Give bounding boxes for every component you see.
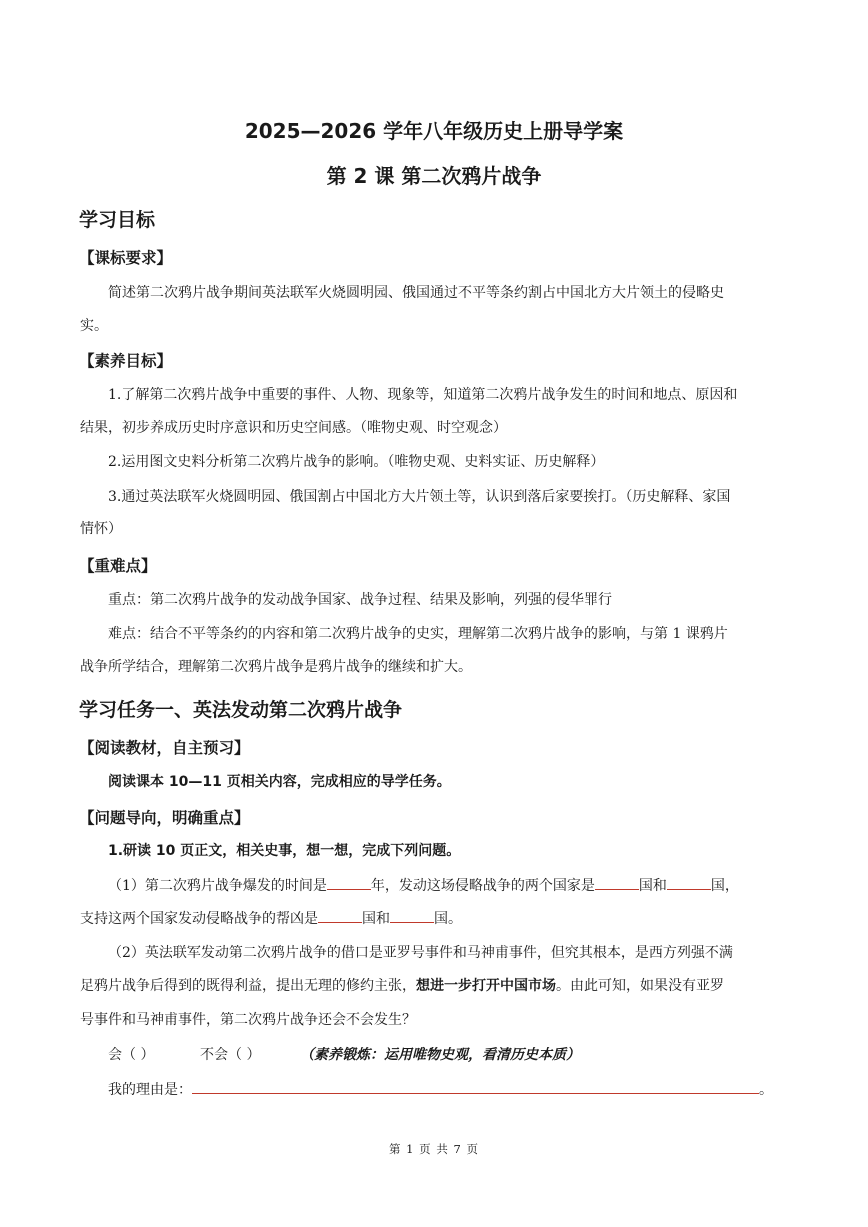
difficult-point-line1: 难点：结合不平等条约的内容和第二次鸦片战争的史实，理解第二次鸦片战争的影响，与第 1 课鸦片 bbox=[108, 626, 728, 642]
answer-blank-accomplice1[interactable] bbox=[318, 908, 362, 923]
question-intro: 1.研读 10 页正文，相关史事，想一想，完成下列问题。 bbox=[108, 843, 461, 859]
question1-text-f: 国和 bbox=[362, 911, 390, 927]
question1-text-d: 国， bbox=[710, 878, 739, 894]
questions-heading: 【问题导向，明确重点】 bbox=[79, 809, 250, 827]
question1-text-g: 国。 bbox=[434, 911, 462, 927]
question2-line1: （2）英法联军发动第二次鸦片战争的借口是亚罗号事件和马神甫事件，但究其根本，是西方列强不满 bbox=[108, 945, 733, 961]
question1-text-e: 支持这两个国家发动侵略战争的帮凶是 bbox=[80, 911, 318, 927]
question2-text-a: 足鸦片战争后得到的既得利益，提出无理的修约主张， bbox=[80, 978, 416, 994]
answer-blank-country1[interactable] bbox=[595, 875, 639, 890]
key-points-heading: 【重难点】 bbox=[79, 557, 157, 575]
question1-line1 bbox=[108, 875, 739, 896]
reading-heading: 【阅读教材，自主预习】 bbox=[79, 739, 250, 757]
question1-text-c: 国和 bbox=[638, 878, 667, 894]
question2-line3: 号事件和马神甫事件，第二次鸦片战争还会不会发生？ bbox=[80, 1012, 416, 1028]
literacy-item2: 2.运用图文史料分析第二次鸦片战争的影响。（唯物史观、史料实证、历史解释） bbox=[108, 454, 605, 470]
literacy-heading: 【素养目标】 bbox=[79, 352, 173, 370]
section-heading-task1: 学习任务一、英法发动第二次鸦片战争 bbox=[79, 699, 403, 721]
literacy-item3-line1: 3.通过英法联军火烧圆明园、俄国割占中国北方大片领土等，认识到落后家要挨打。（历史解释、家国 bbox=[108, 489, 731, 505]
curriculum-heading: 【课标要求】 bbox=[79, 249, 173, 267]
document-title: 2025—2026 学年八年级历史上册导学案 bbox=[244, 119, 624, 143]
question1-line2 bbox=[80, 908, 462, 929]
question2-emphasis: 想进一步打开中国市场 bbox=[416, 978, 556, 994]
section-heading-goals: 学习目标 bbox=[79, 209, 156, 231]
lesson-title: 第 2 课 第二次鸦片战争 bbox=[326, 164, 542, 188]
literacy-tip: （素养锻炼：运用唯物史观，看清历史本质） bbox=[300, 1047, 580, 1063]
question2-line2 bbox=[80, 976, 724, 996]
reason-end: 。 bbox=[759, 1082, 773, 1098]
page-footer: 第 1 页 共 7 页 bbox=[389, 1142, 479, 1156]
reason-answer-blank[interactable] bbox=[192, 1079, 759, 1094]
question1-text-a: （1）第二次鸦片战争爆发的时间是 bbox=[108, 878, 327, 894]
question2-text-b: 。由此可知，如果没有亚罗 bbox=[556, 978, 724, 994]
literacy-item1-line2: 结果，初步养成历史时序意识和历史空间感。（唯物史观、时空观念） bbox=[80, 420, 507, 436]
answer-blank-year[interactable] bbox=[327, 875, 371, 890]
answer-blank-accomplice2[interactable] bbox=[390, 908, 434, 923]
key-point-text: 重点：第二次鸦片战争的发动战争国家、战争过程、结果及影响，列强的侵华罪行 bbox=[108, 592, 612, 608]
curriculum-text-line1: 简述第二次鸦片战争期间英法联军火烧圆明园、俄国通过不平等条约割占中国北方大片领土的侵略史 bbox=[108, 285, 724, 301]
literacy-item3-line2: 情怀） bbox=[80, 521, 122, 537]
option-no[interactable]: 不会（ ） bbox=[200, 1047, 261, 1063]
curriculum-text-line2: 实。 bbox=[80, 318, 108, 334]
question1-text-b: 年，发动这场侵略战争的两个国家是 bbox=[370, 878, 595, 894]
difficult-point-line2: 战争所学结合，理解第二次鸦片战争是鸦片战争的继续和扩大。 bbox=[80, 659, 472, 675]
reason-label: 我的理由是： bbox=[108, 1082, 192, 1098]
option-yes[interactable]: 会（ ） bbox=[108, 1047, 155, 1063]
literacy-item1-line1: 1.了解第二次鸦片战争中重要的事件、人物、现象等，知道第二次鸦片战争发生的时间和地点、原因和 bbox=[108, 387, 738, 403]
answer-blank-country2[interactable] bbox=[667, 875, 711, 890]
reading-instruction: 阅读课本 10—11 页相关内容，完成相应的导学任务。 bbox=[108, 774, 451, 790]
reason-line bbox=[108, 1079, 773, 1100]
